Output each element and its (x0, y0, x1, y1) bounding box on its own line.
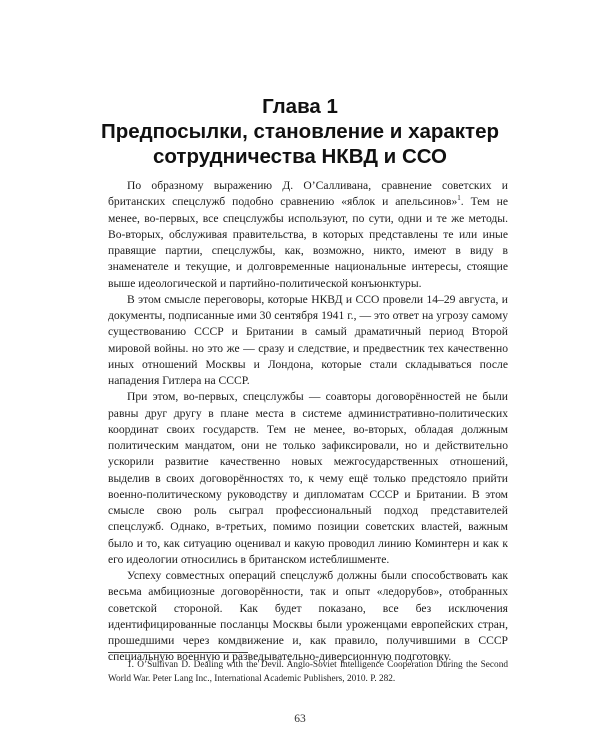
paragraph-1 (108, 178, 508, 292)
chapter-number: Глава 1 (262, 95, 338, 118)
footnote-reference: 1 (457, 194, 461, 203)
paragraph-2: В этом смысле переговоры, которые НКВД и ССО провели 14–29 августа, и документы, подписанные ими 30 сентября 1941 г., — это ответ на угрозу самому существованию СССР и Британии в самый драматичный период Второй мировой войны. но это же — сразу и следствие, и предвестник тех качественно иных отношений Москвы и Лондона, которые стали складываться после нападения Гитлера на СССР. (108, 292, 508, 387)
chapter-title-line-1: Предпосылки, становление и характер (100, 120, 500, 143)
chapter-heading (0, 94, 600, 169)
footnote: 1. O’Sullivan D. Dealing with the Devil. Anglo-Soviet Intelligence Cooperation During the Second World War. Peter Lang Inc., International Academic Publishers, 2010. P. 282. (108, 660, 508, 684)
paragraph-1-continuation: . Тем не менее, во-первых, все спецслужбы используют, по сути, одни и те же методы. Во-вторых, обслуживая правительства, в которых представлены те или иные правящие партии, спецслужбы, как, возможно, никто, имеют в виду в знаменателе и текущие, и долговременные национальные интересы, стоящие выше идеологической и партийно-политической конъюнктуры. (108, 195, 509, 290)
page-number: 63 (294, 713, 306, 725)
body-text (108, 178, 508, 666)
paragraph-3: При этом, во-первых, спецслужбы — соавторы договорённостей не были равны друг другу в плане места в системе административно-политических координат своих государств. Тем не менее, во-вторых, обладая должным политическим мандатом, они не только зафиксировали, но и действительно ускорили развитие качественно новых межгосударственных отношений, выделив в своих договорённостях то, к чему ещё только предстояло прийти военно-политическому руководству и дипломатам СССР и Британии. В этом смысле свою роль сыграл профессиональный подход представителей спецслужб. Однако, в-третьих, помимо позиции советских властей, важным было и то, как ситуацию оценивал и какую проводил линию Коминтерн и как к его идеологии относились в британском истеблишменте. (108, 390, 508, 566)
chapter-title-line-2: сотрудничества НКВД и ССО (153, 145, 447, 168)
paragraph-1-text: По образному выражению Д. О’Салливана, сравнение советских и британских спецслужб подобно сравнению «яблок и апельсинов» (108, 179, 508, 209)
footnote-divider (108, 652, 248, 653)
paragraph-4: Успеху совместных операций спецслужб должны были способствовать как весьма амбициозные договорённости, так и опыт «ледорубов», отобранных советской стороной. Как будет показано, все без исключения идентифицированные посланцы Москвы были уроженцами европейских стран, прошедшими через комдвижение и, как правило, получившими в СССР специальную военную и разведывательно-диверсионную подготовку. (108, 569, 508, 664)
